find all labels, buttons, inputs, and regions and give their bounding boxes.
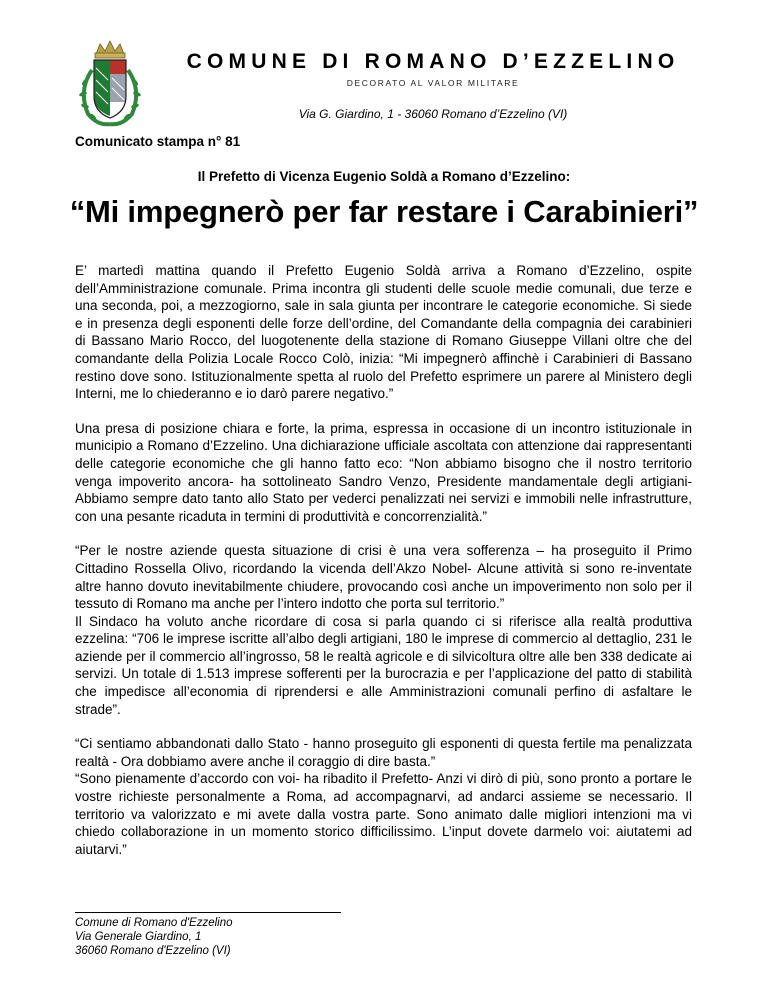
footer-address [75,916,233,958]
footer-line: Comune di Romano d'Ezzelino [75,917,233,929]
coat-of-arms-icon [74,38,146,130]
paragraph: E’ martedì mattina quando il Prefetto Eugenio Soldà arriva a Romano d’Ezzelino, ospite dell’Amministrazione comunale. Prima incontra gli studenti delle scuole medie comunali, due terze e una seconda, poi, a mezzogiorno, sale in sala giunta per incontrare le categorie economiche. Si siede e in presenza degli esponenti delle forze dell’ordine, del Comandante della compagnia dei carabinieri di Bassano Mario Rocco, del luogotenente della stazione di Romano Giuseppe Villani oltre che del comandante della Polizia Locale Rocco Colò, inizia: “Mi impegnerò affinchè i Carabinieri di Bassano restino dove sono. Istituzionalmente spetta al ruolo del Prefetto esprimere un parere al Ministero degli Interni, me lo chiederanno e io darò parere negativo.” [75,263,692,402]
municipality-decoration: DECORATO AL VALOR MILITARE [346,78,520,88]
footer-line: 36060 Romano d'Ezzelino (VI) [75,945,231,957]
paragraph: “Sono pienamente d’accordo con voi- ha ribadito il Prefetto- Anzi vi dirò di più, sono pronto a portare le vostre richieste personalmente a Roma, ad accompagnarvi, ad andarci assieme se necessario. Il territorio va valorizzato e mi avete dalla vostra parte. Sono animato dalle migliori intenzioni ma vi chiedo collaborazione in un momento storico difficilissimo. L’input dovete darmelo voi: aiutatemi ad aiutarvi.” [75,771,692,857]
paragraph: Il Sindaco ha voluto anche ricordare di cosa si parla quando ci si riferisce alla realtà produttiva ezzelina: “706 le imprese iscritte all’albo degli artigiani, 180 le imprese di commercio al dettaglio, 231 le aziende per il commercio all’ingrosso, 58 le realtà agricole e di silvicoltura oltre alle ben 338 dedicate ai servizi. Un totale di 1.513 imprese sofferenti per la burocrazia e per l’applicazione del patto di stabilità che impedisce all’economia di riprendersi e alle Amministrazioni comunali perfino di asfaltare le strade”. [75,613,692,717]
paragraph: “Ci sentiamo abbandonati dallo Stato - hanno proseguito gli esponenti di questa fertile ma penalizzata realtà - Ora dobbiamo avere anche il coraggio di dire basta.” [75,736,692,769]
municipality-name: COMUNE DI ROMANO D’EZZELINO [186,50,680,73]
press-release-number: Comunicato stampa n° 81 [75,134,241,149]
press-release-headline: “Mi impegnerò per far restare i Carabinieri” [69,194,699,229]
paragraph: “Per le nostre aziende questa situazione di crisi è una vera sofferenza – ha proseguito il Primo Cittadino Rossella Olivo, ricordando la vicenda dell’Akzo Nobel- Alcune attività si sono re-inventate altre hanno dovuto inevitabilmente chiudere, provocando così anche un impoverimento non solo per il tessuto di Romano ma anche per l’intero indotto che porta sul territorio.” [75,543,692,612]
footer-divider [75,912,341,913]
footer-line: Via Generale Giardino, 1 [75,931,202,943]
paragraph: Una presa di posizione chiara e forte, la prima, espressa in occasione di un incontro istituzionale in municipio a Romano d’Ezzelino. Una dichiarazione ufficiale ascoltata con attenzione dai rappresentanti delle categorie economiche che gli hanno fatto eco: “Non abbiamo bisogno che il nostro territorio venga impoverito ancora- ha sottolineato Sandro Venzo, Presidente mandamentale degli artigiani- Abbiamo sempre dato tanto allo Stato per vederci penalizzati nei servizi e immobili nelle infrastrutture, con una pesante ricaduta in termini di produttività e concorrenzialità.” [75,420,692,524]
article-body [75,262,692,858]
municipality-address: Via G. Giardino, 1 - 36060 Romano d’Ezzelino (VI) [298,107,568,121]
press-release-subtitle: Il Prefetto di Vicenza Eugenio Soldà a Romano d’Ezzelino: [197,169,571,184]
